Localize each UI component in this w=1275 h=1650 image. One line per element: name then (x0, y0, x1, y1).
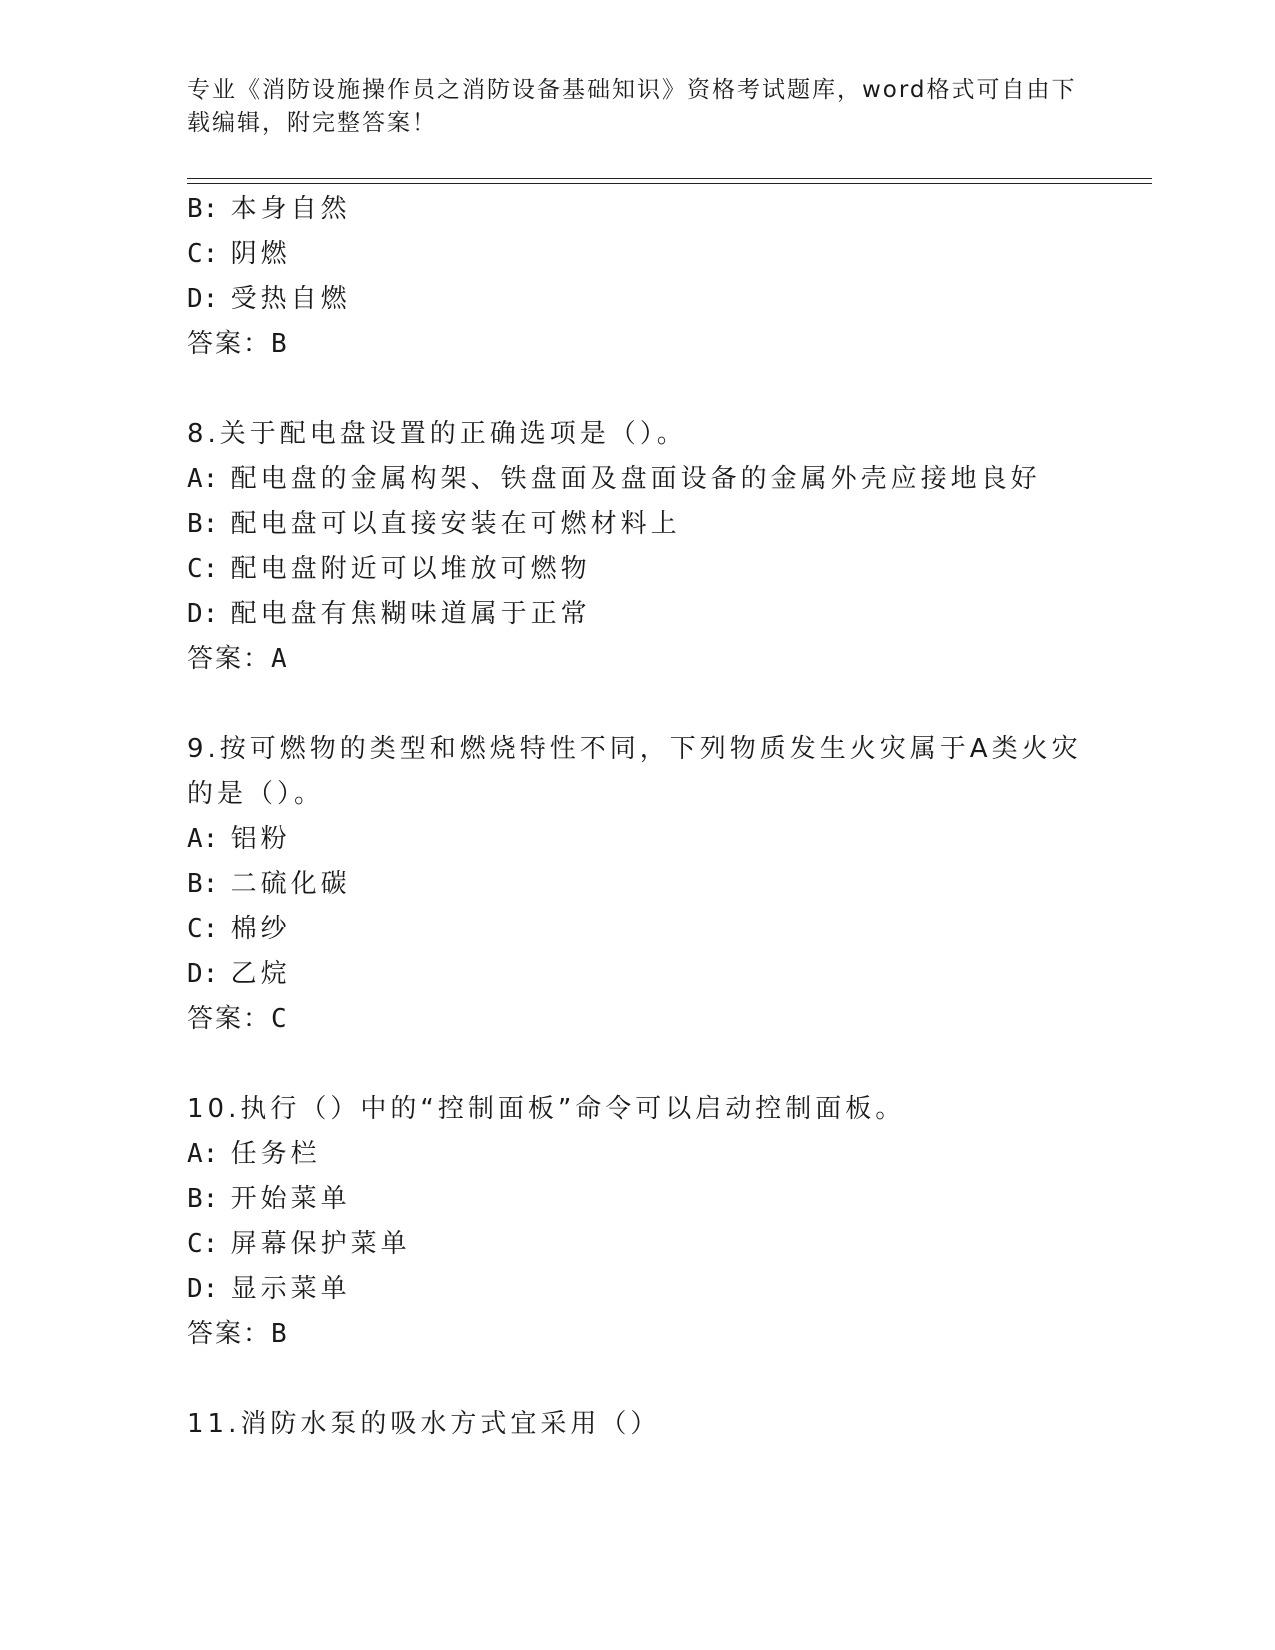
question-title: 9.按可燃物的类型和燃烧特性不同，下列物质发生火灾属于A类火灾 (187, 734, 1082, 764)
option-b: B: 本身自然 (187, 194, 351, 224)
question-title: 10.执行（）中的“控制面板”命令可以启动控制面板。 (187, 1094, 906, 1124)
question-title: 8.关于配电盘设置的正确选项是（）。 (187, 419, 687, 449)
option-c: C: 阴燃 (187, 239, 291, 269)
answer: 答案：C (187, 1004, 287, 1034)
question-title-continued: 的是（）。 (187, 779, 325, 809)
option-c: C: 棉纱 (187, 914, 291, 944)
document-header (187, 74, 1087, 140)
question-title: 11.消防水泵的吸水方式宜采用（） (187, 1409, 661, 1439)
option-b: B: 配电盘可以直接安装在可燃材料上 (187, 509, 681, 539)
header-line-1: 专业《消防设施操作员之消防设备基础知识》资格考试题库，word格式可自由下 (187, 77, 1077, 103)
answer: 答案：A (187, 644, 287, 674)
option-c: C: 屏幕保护菜单 (187, 1229, 411, 1259)
option-a: A: 配电盘的金属构架、铁盘面及盘面设备的金属外壳应接地良好 (187, 464, 1041, 494)
option-a: A: 铝粉 (187, 824, 291, 854)
option-d: D: 乙烷 (187, 959, 291, 989)
option-c: C: 配电盘附近可以堆放可燃物 (187, 554, 591, 584)
header-line-2: 载编辑，附完整答案！ (187, 110, 437, 136)
answer: 答案：B (187, 1319, 287, 1349)
answer: 答案：B (187, 329, 287, 359)
header-divider-top (187, 178, 1152, 179)
option-a: A: 任务栏 (187, 1139, 321, 1169)
option-d: D: 受热自燃 (187, 284, 351, 314)
header-divider-bottom (187, 183, 1152, 184)
option-b: B: 二硫化碳 (187, 869, 351, 899)
option-d: D: 显示菜单 (187, 1274, 351, 1304)
option-d: D: 配电盘有焦糊味道属于正常 (187, 599, 591, 629)
option-b: B: 开始菜单 (187, 1184, 351, 1214)
